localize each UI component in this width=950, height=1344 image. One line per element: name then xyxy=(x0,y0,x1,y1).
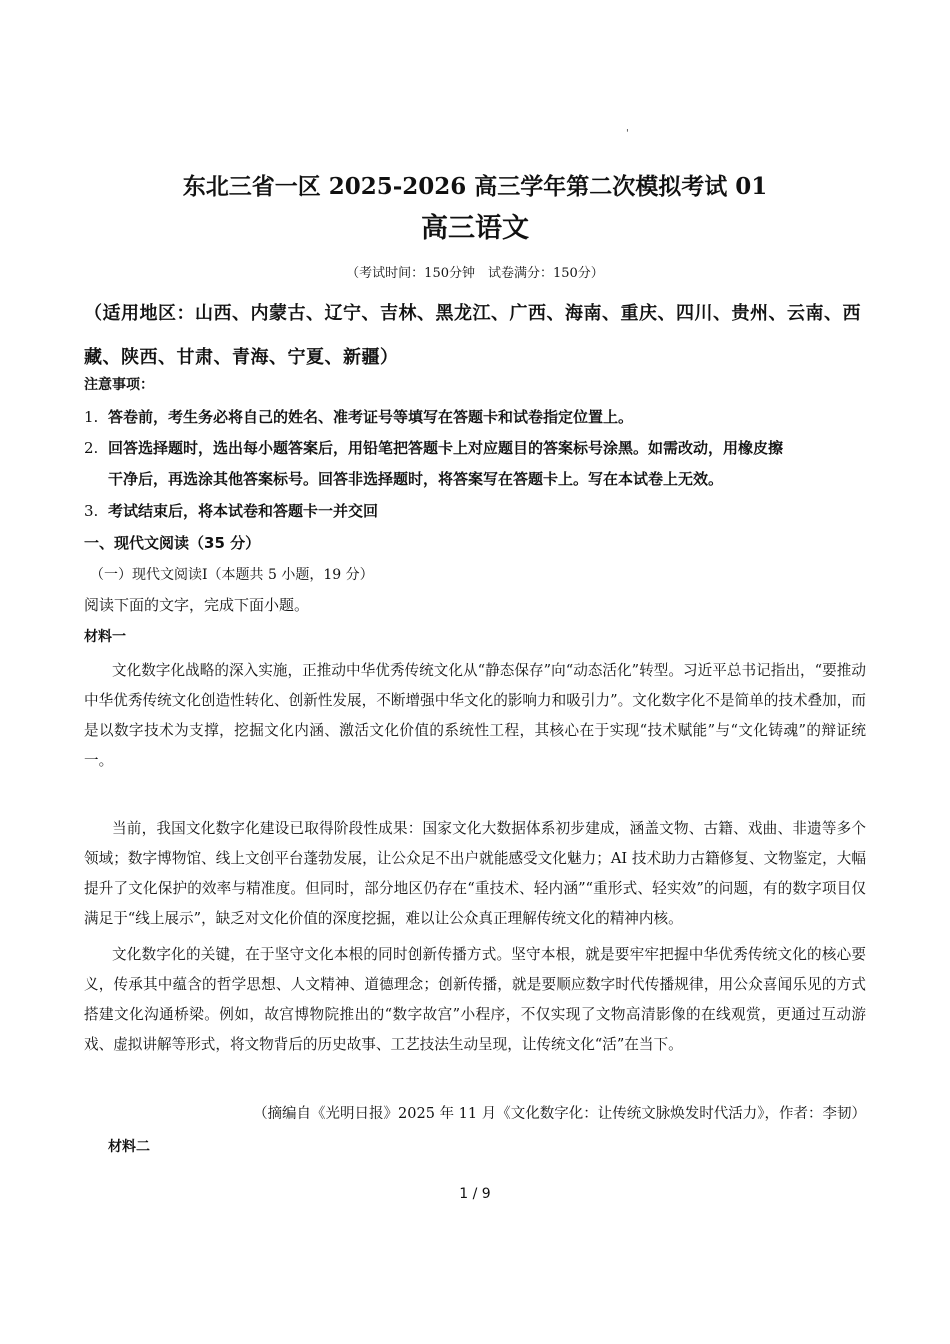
notice-item xyxy=(84,402,874,433)
notice-item xyxy=(84,496,874,527)
applicable-regions: （适用地区：山西、内蒙古、辽宁、吉林、黑龙江、广西、海南、重庆、四川、贵州、云南、西藏、陕西、甘肃、青海、宁夏、新疆） xyxy=(84,303,861,368)
reading-instruction: 阅读下面的文字，完成下面小题。 xyxy=(84,596,310,614)
notice-number: 1. xyxy=(84,408,99,426)
material-two-title: 材料二 xyxy=(108,1139,150,1155)
notice-number: 3. xyxy=(84,502,99,520)
material-paragraph: 文化数字化战略的深入实施，正推动中华优秀传统文化从“静态保存”向“动态活化”转型。习近平总书记指出，“要推动中华优秀传统文化创造性转化、创新性发展，不断增强中华文化的影响力和吸引力”。文化数字化不是简单的技术叠加，而是以数字技术为支撑，挖掘文化内涵、激活文化价值的系统性工程，其核心在于实现“技术赋能”与“文化铸魂”的辩证统一。 xyxy=(84,662,866,769)
material-one-title: 材料一 xyxy=(84,629,126,645)
notice-number: 2. xyxy=(84,439,99,457)
page-number: 1 / 9 xyxy=(459,1186,491,1202)
material-paragraph: 文化数字化的关键，在于坚守文化本根的同时创新传播方式。坚守本根，就是要牢牢把握中华优秀传统文化的核心要义，传承其中蕴含的哲学思想、人文精神、道德理念；创新传播，就是要顺应数字时代传播规律，用公众喜闻乐见的方式搭建文化沟通桥梁。例如，故宫博物院推出的“数字故宫”小程序，不仅实现了文物高清影像的在线观赏，更通过互动游戏、虚拟讲解等形式，将文物背后的历史故事、工艺技法生动呈现，让传统文化“活”在当下。 xyxy=(84,946,866,1053)
subject-title: 高三语文 xyxy=(421,213,529,244)
notice-item xyxy=(84,433,874,495)
subsection-title: （一）现代文阅读Ⅰ（本题共 5 小题，19 分） xyxy=(90,567,374,583)
scan-mark: ' xyxy=(626,128,629,139)
section-title: 一、现代文阅读（35 分） xyxy=(84,534,261,552)
notice-text: 答卷前，考生务必将自己的姓名、准考证号等填写在答题卡和试卷指定位置上。 xyxy=(108,408,634,426)
exam-title: 东北三省一区 2025-2026 高三学年第二次模拟考试 01 xyxy=(182,173,768,200)
notice-title: 注意事项： xyxy=(84,377,154,393)
exam-info: （考试时间：150分钟 试卷满分：150分） xyxy=(346,266,604,281)
material-source: （摘编自《光明日报》2025 年 11 月《文化数字化：让传统文脉焕发时代活力》，作者：李韧） xyxy=(253,1106,866,1122)
notice-text: 考试结束后，将本试卷和答题卡一并交回 xyxy=(108,502,379,520)
notice-text: 回答选择题时，选出每小题答案后，用铅笔把答题卡上对应题目的答案标号涂黑。如需改动，用橡皮擦 xyxy=(108,439,784,457)
material-paragraph: 当前，我国文化数字化建设已取得阶段性成果：国家文化大数据体系初步建成，涵盖文物、古籍、戏曲、非遗等多个领域；数字博物馆、线上文创平台蓬勃发展，让公众足不出户就能感受文化魅力；AI 技术助力古籍修复、文物鉴定，大幅提升了文化保护的效率与精准度。但同时，部分地区仍存在“重技术、轻内涵”“重形式、轻实效”的问题，有的数字项目仅满足于“线上展示”，缺乏对文化价值的深度挖掘，难以让公众真正理解传统文化的精神内核。 xyxy=(84,820,866,927)
notice-text-continued: 干净后，再选涂其他答案标号。回答非选择题时，将答案写在答题卡上。写在本试卷上无效。 xyxy=(108,470,724,488)
